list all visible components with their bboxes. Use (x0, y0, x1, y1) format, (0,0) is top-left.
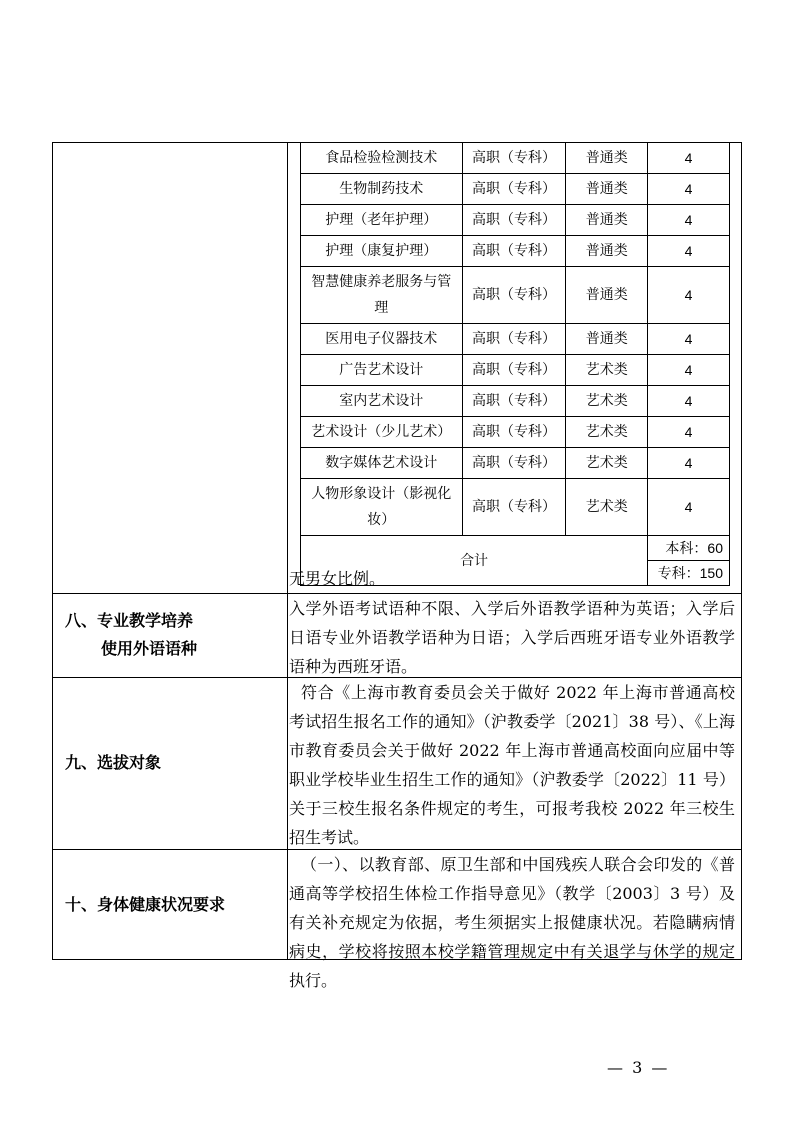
major-level: 高职（专科） (462, 355, 566, 386)
major-name: 护理（老年护理） (301, 205, 463, 236)
major-count: 4 (648, 236, 730, 267)
major-level: 高职（专科） (462, 205, 566, 236)
column-divider (287, 143, 288, 959)
major-level: 高职（专科） (462, 174, 566, 205)
major-name: 智慧健康养老服务与管理 (301, 267, 463, 324)
section-8-label-line1: 八、专业教学培养 (65, 611, 194, 630)
major-count: 4 (648, 417, 730, 448)
major-row (301, 448, 730, 479)
major-type: 普通类 (566, 324, 648, 355)
gender-note: 无男女比例。 (289, 569, 386, 588)
major-count: 4 (648, 355, 730, 386)
major-type: 艺术类 (566, 479, 648, 536)
page-number: — 3 — (607, 1058, 670, 1077)
major-count: 4 (648, 479, 730, 536)
major-row (301, 174, 730, 205)
major-count: 4 (648, 205, 730, 236)
section-9-label-text: 九、选拔对象 (65, 753, 162, 772)
major-name: 护理（康复护理） (301, 236, 463, 267)
total-associate: 专科：150 (648, 561, 730, 586)
major-row (301, 386, 730, 417)
major-name: 医用电子仪器技术 (301, 324, 463, 355)
main-table (52, 142, 742, 990)
major-row (301, 236, 730, 267)
section-10-text (289, 850, 735, 995)
major-level: 高职（专科） (462, 386, 566, 417)
major-type: 艺术类 (566, 386, 648, 417)
major-type: 普通类 (566, 236, 648, 267)
major-type: 艺术类 (566, 417, 648, 448)
major-row (301, 267, 730, 324)
majors-table (300, 142, 730, 586)
major-type: 普通类 (566, 205, 648, 236)
major-name: 室内艺术设计 (301, 386, 463, 417)
major-name: 生物制药技术 (301, 174, 463, 205)
section-9-paragraph: 符合《上海市教育委员会关于做好 2022 年上海市普通高校考试招生报名工作的通知》（沪教委学〔2021〕38 号）、《上海市教育委员会关于做好 2022 年上海市普通高校面向应届中等职业学校毕业生招生工作的通知》（沪教委学〔2022〕11 号）关于三校生报名条件规定的考生，可报考我校 2022 年三校生招生考试。 (289, 683, 735, 847)
major-name: 食品检验检测技术 (301, 143, 463, 174)
section-10-paragraph: （一）、以教育部、原卫生部和中国残疾人联合会印发的《普通高等学校招生体检工作指导意见》（教学〔2003〕3 号）及有关补充规定为依据，考生须据实上报健康状况。若隐瞒病情病史，学校将按照本校学籍管理规定中有关退学与休学的规定执行。 (289, 855, 735, 990)
major-level: 高职（专科） (462, 448, 566, 479)
major-count: 4 (648, 267, 730, 324)
major-level: 高职（专科） (462, 267, 566, 324)
major-row (301, 324, 730, 355)
section-8-label-line2: 使用外语语种 (101, 639, 198, 658)
major-level: 高职（专科） (462, 417, 566, 448)
major-level: 高职（专科） (462, 324, 566, 355)
section-8-paragraph: 入学外语考试语种不限、入学后外语教学语种为英语；入学后日语专业外语教学语种为日语；入学后西班牙语专业外语教学语种为西班牙语。 (289, 599, 735, 676)
section-9-label (53, 677, 287, 849)
major-level: 高职（专科） (462, 236, 566, 267)
major-count: 4 (648, 174, 730, 205)
major-name: 人物形象设计（影视化妆） (301, 479, 463, 536)
total-label: 合计 (301, 536, 648, 586)
section-10-label (53, 849, 287, 961)
major-count: 4 (648, 143, 730, 174)
major-level: 高职（专科） (462, 479, 566, 536)
total-row (301, 536, 730, 561)
major-name: 艺术设计（少儿艺术） (301, 417, 463, 448)
major-type: 艺术类 (566, 448, 648, 479)
major-type: 普通类 (566, 143, 648, 174)
major-name: 广告艺术设计 (301, 355, 463, 386)
major-row (301, 355, 730, 386)
section-8-label (53, 593, 287, 677)
section-8-text (289, 594, 735, 681)
major-count: 4 (648, 324, 730, 355)
major-type: 艺术类 (566, 355, 648, 386)
major-row (301, 143, 730, 174)
major-row (301, 205, 730, 236)
major-row (301, 417, 730, 448)
major-type: 普通类 (566, 174, 648, 205)
major-count: 4 (648, 386, 730, 417)
major-name: 数字媒体艺术设计 (301, 448, 463, 479)
major-level: 高职（专科） (462, 143, 566, 174)
major-type: 普通类 (566, 267, 648, 324)
section-9-text (289, 678, 735, 852)
section-10-label-text: 十、身体健康状况要求 (65, 895, 226, 914)
major-count: 4 (648, 448, 730, 479)
total-bachelor: 本科：60 (648, 536, 730, 561)
major-row (301, 479, 730, 536)
